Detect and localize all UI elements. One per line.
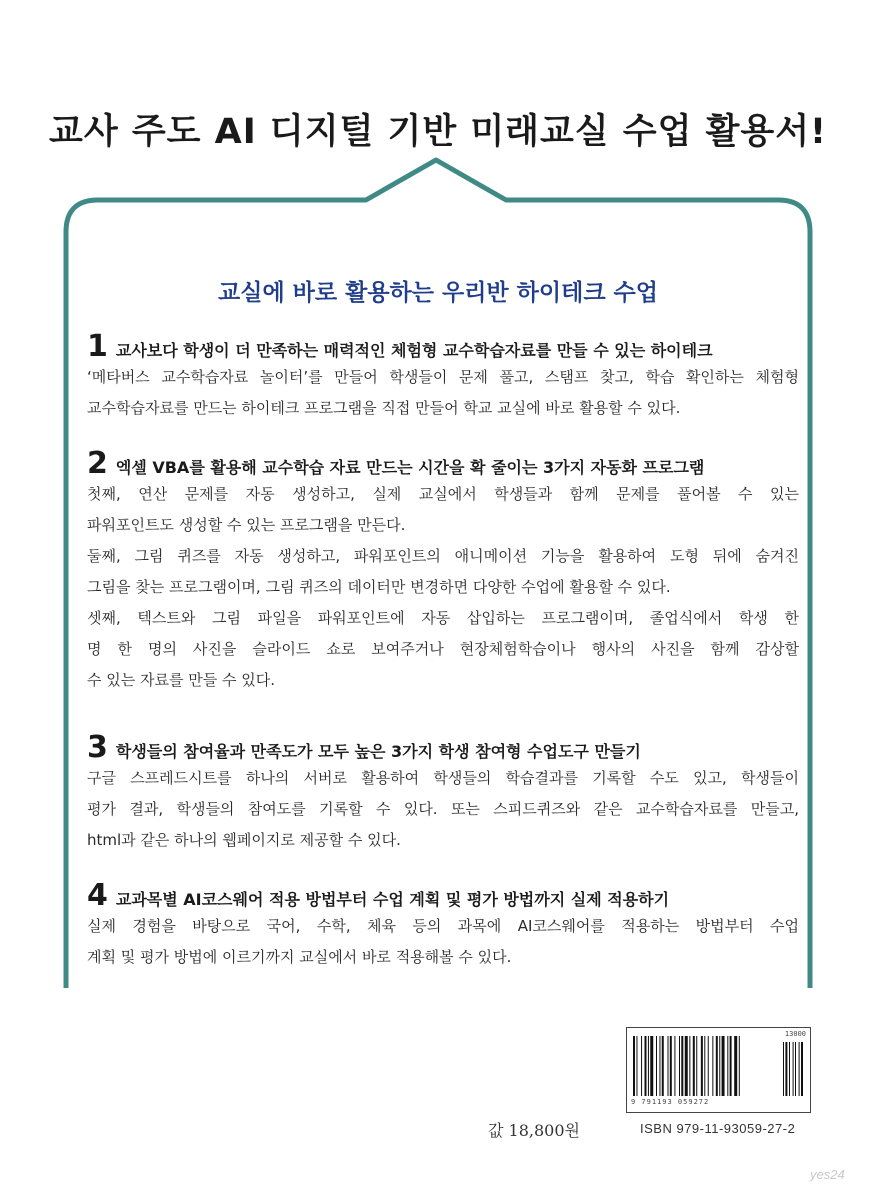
barcode-bar [670, 1036, 672, 1096]
barcode-bar [674, 1036, 675, 1096]
barcode-bar [685, 1036, 688, 1096]
barcode-addon-bar [793, 1042, 794, 1096]
barcode-digits: 9 791193 059272 [631, 1098, 710, 1106]
barcode-addon-bar [785, 1042, 787, 1096]
feature-section-4 [87, 878, 799, 973]
body-line: 실제 경험을 바탕으로 국어, 수학, 체육 등의 과목에 AI코스웨어를 적용하는 방법부터 수업 [87, 917, 799, 935]
feature-section-2 [87, 446, 799, 696]
section-number: 2 [87, 446, 108, 481]
body-line: 계획 및 평가 방법에 이르기까지 교실에서 바로 적용해볼 수 있다. [87, 948, 512, 966]
isbn-label: ISBN 979-11-93059-27-2 [640, 1121, 796, 1136]
barcode-bar [668, 1036, 669, 1096]
section-heading [87, 878, 799, 913]
section-title: 학생들의 참여율과 만족도가 모두 높은 3가지 학생 참여형 수업도구 만들기 [115, 742, 641, 761]
section-subtitle: 교실에 바로 활용하는 우리반 하이테크 수업 [218, 280, 658, 306]
barcode-bar [650, 1036, 653, 1096]
barcode-bar [645, 1036, 647, 1096]
barcode-bar [716, 1036, 718, 1096]
barcode-bar [641, 1036, 642, 1096]
barcode-bar [704, 1036, 705, 1096]
barcode-bar [727, 1036, 728, 1096]
barcode-bar [648, 1036, 649, 1096]
body-line: 첫째, 연산 문제를 자동 생성하고, 실제 교실에서 학생들과 함께 문제를 풀어볼 수 있는 [87, 485, 799, 503]
barcode-bars [627, 1028, 810, 1098]
body-line: ‘메타버스 교수학습자료 놀이터’를 만들어 학생들이 문제 풀고, 스탬프 찾고, 학습 확인하는 체험형 [87, 368, 799, 386]
body-line: 셋째, 텍스트와 그림 파일을 파워포인트에 자동 삽입하는 프로그램이며, 졸업식에서 학생 한 [87, 609, 799, 627]
barcode-bar [696, 1036, 697, 1096]
barcode-addon-bar [799, 1042, 800, 1096]
section-heading [87, 329, 799, 364]
barcode-bar [701, 1036, 703, 1096]
barcode-bar [636, 1036, 637, 1096]
barcode-bar [719, 1036, 720, 1096]
barcode-addon: 13000 [784, 1030, 806, 1038]
body-line: 수 있는 자료를 만들 수 있다. [87, 671, 275, 689]
body-line: 명 한 명의 사진을 슬라이드 쇼로 보여주거나 현장체험학습이나 행사의 사진을 함께 감상할 [87, 640, 799, 658]
barcode-bar [659, 1036, 660, 1096]
barcode-addon-bar [795, 1042, 796, 1096]
barcode-bar [656, 1036, 657, 1096]
barcode-bar [722, 1036, 725, 1096]
cover-headline: 교사 주도 AI 디지털 기반 미래교실 수업 활용서! [49, 112, 827, 152]
body-line: 그림을 찾는 프로그램이며, 그림 퀴즈의 데이터만 변경하면 다양한 수업에 활용할 수 있다. [87, 578, 671, 596]
barcode-bar [662, 1036, 664, 1096]
section-title: 교과목별 AI코스웨어 적용 방법부터 수업 계획 및 평가 방법까지 실제 적용하기 [115, 890, 670, 909]
feature-section-1 [87, 329, 799, 424]
section-number: 1 [87, 329, 108, 364]
barcode-addon-bar [783, 1042, 784, 1096]
body-line: 파워포인트도 생성할 수 있는 프로그램을 만든다. [87, 516, 406, 534]
section-title: 엑셀 VBA를 활용해 교수학습 자료 만드는 시간을 확 줄이는 3가지 자동화 프로그램 [115, 458, 705, 477]
barcode-bar [633, 1036, 635, 1096]
barcode-bar [689, 1036, 690, 1096]
barcode-bar [679, 1036, 680, 1096]
barcode-bar [708, 1036, 709, 1096]
section-number: 4 [87, 878, 108, 913]
body-line: html과 같은 하나의 웹페이지로 제공할 수 있다. [87, 831, 401, 849]
body-line: 구글 스프레드시트를 하나의 서버로 활용하여 학생들의 학습결과를 기록할 수도 있고, 학생들이 [87, 769, 799, 787]
feature-section-3 [87, 730, 799, 856]
body-line: 교수학습자료를 만드는 하이테크 프로그램을 직접 만들어 학교 교실에 바로 활용할 수 있다. [87, 399, 681, 417]
isbn-barcode [626, 1027, 811, 1113]
barcode-addon-bar [801, 1042, 803, 1096]
barcode-bar [693, 1036, 695, 1096]
barcode-addon-bar [789, 1042, 790, 1096]
barcode-bar [734, 1036, 737, 1096]
barcode-bar [730, 1036, 732, 1096]
barcode-bar [681, 1036, 683, 1096]
body-line: 평가 결과, 학생들의 참여도를 기록할 수 있다. 또는 스피드퀴즈와 같은 교수학습자료를 만들고, [87, 800, 799, 818]
watermark-logo: yes24 [810, 1167, 845, 1182]
section-number: 3 [87, 730, 108, 765]
price-label: 값 18,800원 [488, 1121, 580, 1140]
barcode-bar [739, 1036, 740, 1096]
section-heading [87, 446, 799, 481]
section-title: 교사보다 학생이 더 만족하는 매력적인 체험형 교수학습자료를 만들 수 있는 하이테크 [115, 341, 713, 360]
barcode-bar [712, 1036, 713, 1096]
section-heading [87, 730, 799, 765]
body-line: 둘째, 그림 퀴즈를 자동 생성하고, 파워포인트의 애니메이션 기능을 활용하여 도형 뒤에 숨겨진 [87, 547, 799, 565]
